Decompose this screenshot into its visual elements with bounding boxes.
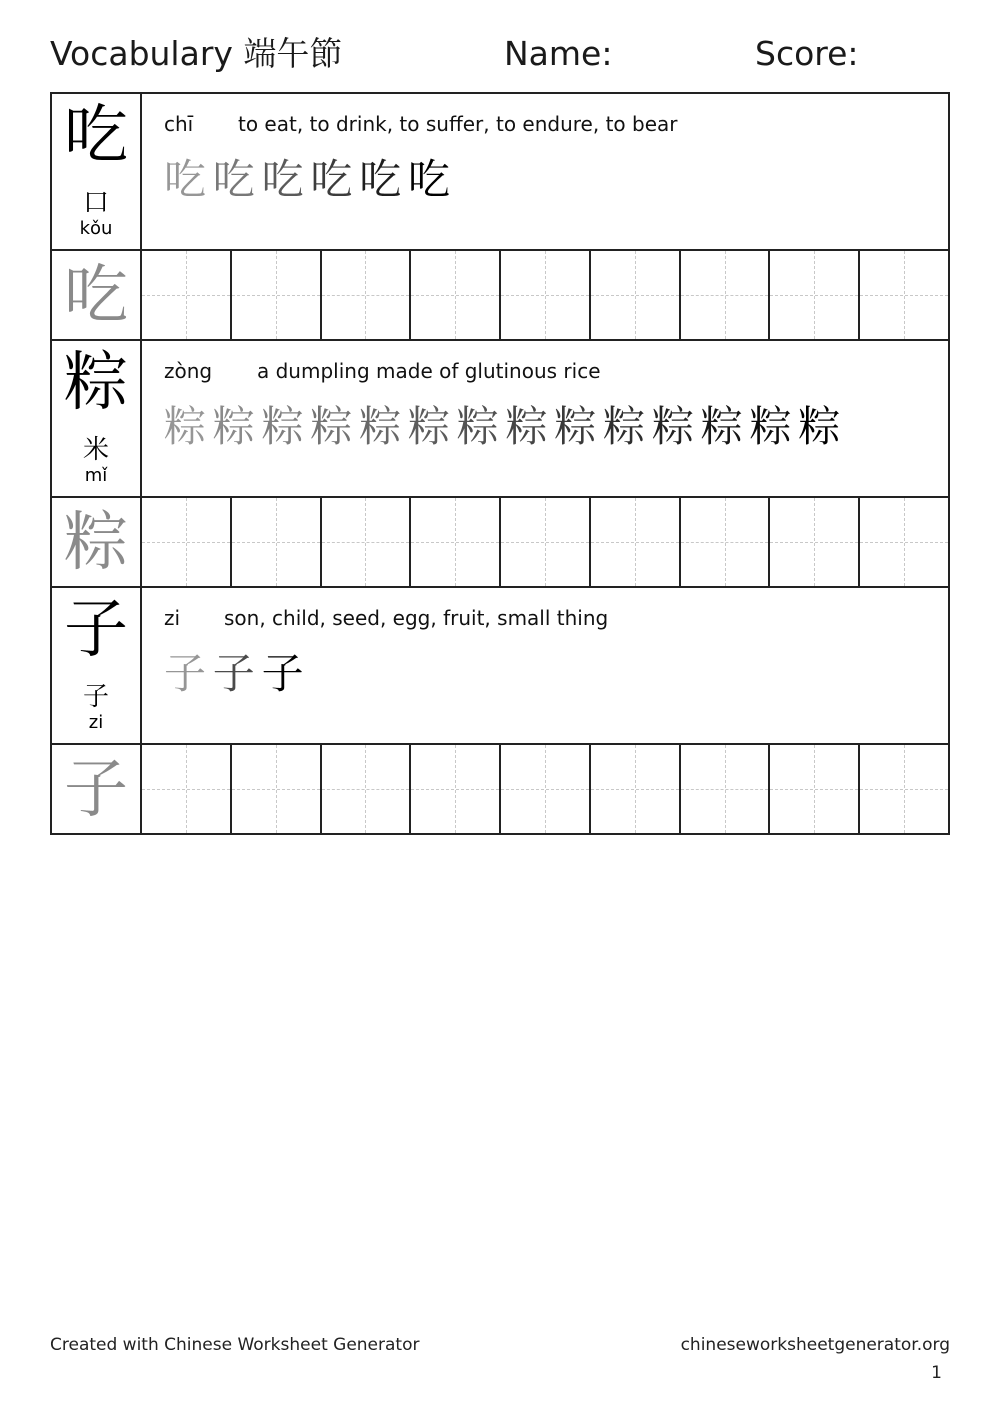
stroke-order-sequence — [164, 399, 847, 455]
score-label: Score: — [755, 34, 859, 73]
stroke-step-character: 粽 — [554, 402, 597, 451]
practice-box[interactable] — [589, 251, 679, 339]
practice-box[interactable] — [230, 498, 320, 586]
pinyin: chī — [164, 112, 194, 136]
practice-box[interactable] — [589, 745, 679, 833]
stroke-order-sequence — [164, 152, 457, 208]
practice-box[interactable] — [679, 251, 769, 339]
stroke-order-sequence — [164, 646, 310, 702]
radical: 子 — [82, 682, 109, 712]
name-label: Name: — [504, 34, 613, 73]
practice-grid — [140, 745, 948, 833]
worksheet-title: Vocabulary 端午節 — [50, 34, 343, 73]
stroke-step-character: 吃 — [310, 155, 353, 204]
main-character: 吃 — [64, 99, 128, 173]
meaning: son, child, seed, egg, fruit, small thing — [224, 606, 609, 630]
practice-box[interactable] — [499, 745, 589, 833]
stroke-step-character: 粽 — [212, 402, 255, 451]
stroke-step-character: 粽 — [651, 402, 694, 451]
worksheet-header — [50, 30, 950, 80]
trace-cell — [52, 745, 142, 833]
trace-cell — [52, 251, 142, 339]
practice-box[interactable] — [230, 745, 320, 833]
practice-box[interactable] — [768, 745, 858, 833]
stroke-step-character: 子 — [212, 649, 255, 698]
practice-box[interactable] — [679, 498, 769, 586]
stroke-step-character: 子 — [164, 649, 207, 698]
practice-box[interactable] — [409, 745, 499, 833]
stroke-step-character: 吃 — [261, 155, 304, 204]
stroke-step-character: 粽 — [700, 402, 743, 451]
stroke-step-character: 粽 — [164, 402, 207, 451]
practice-box[interactable] — [858, 745, 948, 833]
character-cell — [52, 94, 142, 249]
practice-box[interactable] — [858, 498, 948, 586]
trace-character: 子 — [64, 753, 128, 827]
practice-box[interactable] — [140, 745, 230, 833]
stroke-step-character: 粽 — [359, 402, 402, 451]
radical-pinyin: mǐ — [84, 465, 108, 486]
vocab-entry-row — [50, 586, 950, 745]
trace-cell — [52, 498, 142, 586]
practice-box[interactable] — [499, 498, 589, 586]
vocab-entry-row — [50, 92, 950, 251]
practice-box[interactable] — [409, 251, 499, 339]
practice-box[interactable] — [768, 251, 858, 339]
main-character: 子 — [64, 593, 128, 667]
trace-character: 吃 — [64, 259, 128, 333]
meaning: to eat, to drink, to suffer, to endure, to bear — [238, 112, 678, 136]
radical-pinyin: zi — [88, 712, 104, 733]
stroke-step-character: 粽 — [310, 402, 353, 451]
meaning: a dumpling made of glutinous rice — [257, 359, 601, 383]
trace-character: 粽 — [64, 506, 128, 580]
stroke-step-character: 粽 — [603, 402, 646, 451]
stroke-step-character: 粽 — [749, 402, 792, 451]
radical: 口 — [82, 188, 109, 218]
practice-box[interactable] — [589, 498, 679, 586]
radical-pinyin: kǒu — [79, 218, 113, 239]
pinyin: zi — [164, 606, 181, 630]
stroke-step-character: 粽 — [505, 402, 548, 451]
practice-box[interactable] — [409, 498, 499, 586]
practice-grid — [140, 251, 948, 339]
vocab-entry-row — [50, 339, 950, 498]
stroke-step-character: 子 — [261, 649, 304, 698]
stroke-step-character: 吃 — [407, 155, 450, 204]
stroke-step-character: 粽 — [261, 402, 304, 451]
practice-box[interactable] — [499, 251, 589, 339]
stroke-step-character: 吃 — [164, 155, 207, 204]
stroke-step-character: 粽 — [456, 402, 499, 451]
practice-row — [50, 249, 950, 341]
page-number: 1 — [931, 1363, 942, 1383]
practice-box[interactable] — [858, 251, 948, 339]
footer-credit: Created with Chinese Worksheet Generator — [50, 1335, 420, 1355]
practice-row — [50, 496, 950, 588]
radical: 米 — [82, 435, 109, 465]
character-cell — [52, 341, 142, 496]
stroke-step-character: 粽 — [407, 402, 450, 451]
practice-grid — [140, 498, 948, 586]
practice-box[interactable] — [320, 251, 410, 339]
main-character: 粽 — [64, 346, 128, 420]
pinyin: zòng — [164, 359, 213, 383]
stroke-step-character: 吃 — [359, 155, 402, 204]
practice-box[interactable] — [320, 745, 410, 833]
practice-box[interactable] — [140, 251, 230, 339]
practice-box[interactable] — [230, 251, 320, 339]
practice-box[interactable] — [140, 498, 230, 586]
practice-row — [50, 743, 950, 835]
practice-box[interactable] — [768, 498, 858, 586]
practice-box[interactable] — [320, 498, 410, 586]
character-cell — [52, 588, 142, 743]
stroke-step-character: 吃 — [212, 155, 255, 204]
vocabulary-table — [50, 92, 950, 835]
stroke-step-character: 粽 — [798, 402, 841, 451]
footer-site-link[interactable]: chineseworksheetgenerator.org — [680, 1335, 950, 1355]
practice-box[interactable] — [679, 745, 769, 833]
